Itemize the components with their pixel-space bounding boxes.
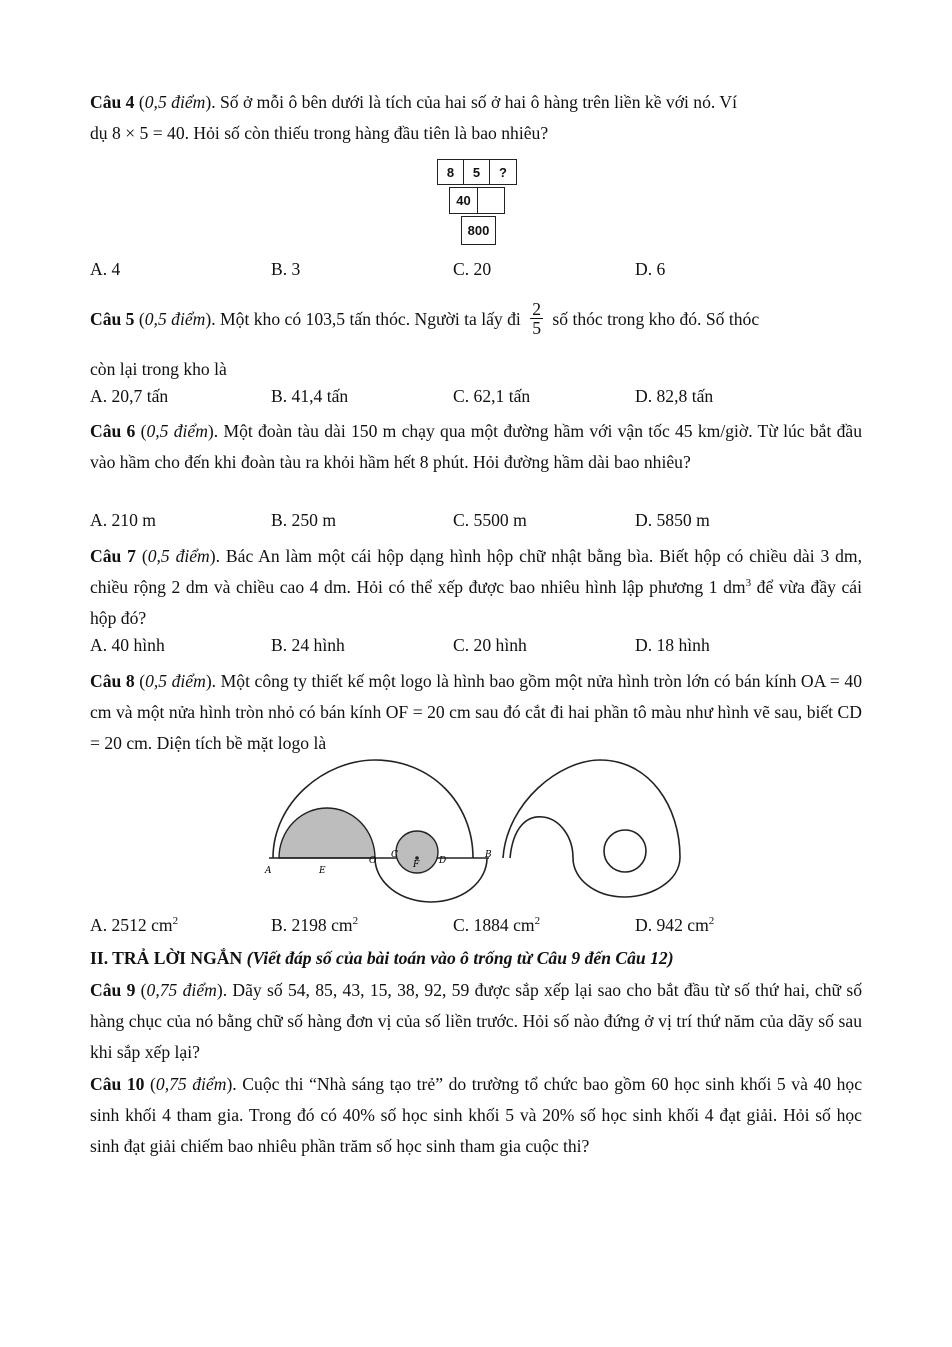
q7-body-end: để vừa đầy cái hộp đó?: [90, 577, 862, 628]
q8-label-d: D: [439, 856, 447, 866]
q4-cell-r2c2: [477, 187, 505, 214]
q8-option-c-text: C. 1884 cm: [453, 915, 535, 935]
q8-option-d-text: D. 942 cm: [635, 915, 709, 935]
q5-option-c[interactable]: C. 62,1 tấn: [453, 386, 531, 406]
q8-option-b[interactable]: [271, 915, 358, 936]
q4-cell-r1c3: ?: [489, 159, 517, 185]
q7-option-b[interactable]: B. 24 hình: [271, 635, 345, 655]
q5-text-after: số thóc trong kho đó. Số thóc: [552, 309, 760, 329]
q4-line1: Số ở mỗi ô bên dưới là tích của hai số ở hai ô hàng trên liền kề với nó. Ví: [220, 92, 737, 112]
q10-label: Câu 10: [90, 1074, 145, 1094]
q4-label: Câu 4: [90, 92, 135, 112]
q8-shaded-half-disc: [279, 808, 375, 858]
q8-points: 0,5 điểm: [145, 671, 206, 691]
q4-line2: dụ 8 × 5 = 40. Hỏi số còn thiếu trong hàng đầu tiên là bao nhiêu?: [90, 123, 549, 143]
q6-option-b[interactable]: B. 250 m: [271, 510, 337, 530]
q8-label-f: F: [413, 860, 420, 870]
q5-fraction: [530, 300, 543, 337]
q5-points: 0,5 điểm: [144, 309, 206, 329]
q5-fraction-denominator: 5: [532, 318, 541, 339]
q8-logo-figures: [255, 757, 695, 907]
q4-option-c[interactable]: C. 20: [453, 259, 492, 279]
q8-label-e: E: [319, 866, 326, 876]
q9-text: Câu 9 (0,75 điểm). Dãy số 54, 85, 43, 15, 38, 92, 59 được sắp xếp lại sao cho bắt đầu từ số thứ hai, chữ số hàng chục của nó bằng chữ số hàng đơn vị của số liền trước. Hỏi số nào đứng ở vị trí thứ năm của dãy số sau khi sắp xếp lại?: [90, 980, 863, 1062]
q9-body: Dãy số 54, 85, 43, 15, 38, 92, 59 được sắp xếp lại sao cho bắt đầu từ số thứ hai, chữ số hàng chục của nó bằng chữ số hàng đơn vị của số liền trước. Hỏi số nào đứng ở vị trí thứ năm của dãy số sau khi sắp xếp lại?: [90, 980, 863, 1062]
q8-text: Câu 8 (0,5 điểm). Một công ty thiết kế một logo là hình bao gồm một nửa hình tròn lớn có bán kính OA = 40 cm và một nửa hình tròn nhỏ có bán kính OF = 20 cm sau đó cắt đi hai phần tô màu như hình vẽ sau, biết CD = 20 cm. Diện tích bề mặt logo là: [90, 671, 862, 753]
q4-option-a[interactable]: A. 4: [90, 259, 121, 279]
q5-option-b[interactable]: B. 41,4 tấn: [271, 386, 349, 406]
section-2-heading: [90, 943, 890, 974]
q8-option-b-sup: 2: [352, 915, 359, 928]
q8-label-b: B: [485, 850, 492, 860]
q4-points: 0,5 điểm: [144, 92, 206, 112]
q5-text-before: Một kho có 103,5 tấn thóc. Người ta lấy đi: [220, 309, 521, 329]
q4-cell-r1c2: 5: [463, 159, 490, 185]
q6-option-c[interactable]: C. 5500 m: [453, 510, 527, 530]
q8-option-a[interactable]: [90, 915, 178, 936]
q7-option-a[interactable]: A. 40 hình: [90, 635, 165, 655]
q5-options: [90, 386, 862, 412]
q8-options: [90, 915, 862, 941]
q5-option-d[interactable]: D. 82,8 tấn: [635, 386, 714, 406]
q7-label: Câu 7: [90, 546, 136, 566]
q6-options: [90, 510, 862, 536]
q7-sup: 3: [745, 577, 752, 590]
q8-option-b-text: B. 2198 cm: [271, 915, 353, 935]
q8-label-o: O: [369, 856, 377, 866]
q7-text: Câu 7 (0,5 điểm). Bác An làm một cái hộp dạng hình hộp chữ nhật bằng bìa. Biết hộp có chiều dài 3 dm, chiều rộng 2 dm và chiều cao 4 dm. Hỏi có thể xếp được bao nhiêu hình lập phương 1 $dm^3$ để vừa đầy cái hộp đó?: [90, 546, 863, 628]
q5-line1: Câu 5 (0,5 điểm). Một kho có 103,5 tấn thóc. Người ta lấy đi $\frac{2}{5}$ số thóc trong kho đó. Số thóc: [90, 299, 760, 339]
q8-label: Câu 8: [90, 671, 135, 691]
q10-points: 0,75 điểm: [155, 1074, 227, 1094]
q8-option-d[interactable]: [635, 915, 714, 936]
q10-body: Cuộc thi “Nhà sáng tạo trẻ” do trường tổ chức bao gồm 60 học sinh khối 5 và 40 học sinh khối 4 tham gia. Trong đó có 40% số học sinh khối 5 và 20% số học sinh khối 4 đạt giải. Hỏi số học sinh đạt giải chiếm bao nhiêu phần trăm số học sinh tham gia cuộc thi?: [90, 1074, 863, 1156]
q7-body: Bác An làm một cái hộp dạng hình hộp chữ nhật bằng bìa. Biết hộp có chiều dài 3 dm, chiều rộng 2 dm và chiều cao 4 dm. Hỏi có thể xếp được bao nhiêu hình lập phương 1 dm: [90, 546, 863, 597]
section-2-subtitle: (Viết đáp số của bài toán vào ô trống từ Câu 9 đến Câu 12): [246, 948, 674, 968]
q7-option-d[interactable]: D. 18 hình: [635, 635, 710, 655]
q7-options: [90, 635, 862, 661]
q4-cell-r1c1: 8: [437, 159, 464, 185]
q9-label: Câu 9: [90, 980, 136, 1000]
q7-points: 0,5 điểm: [147, 546, 210, 566]
q7-option-c[interactable]: C. 20 hình: [453, 635, 527, 655]
q8-label-a: A: [265, 866, 272, 876]
q8-option-c[interactable]: [453, 915, 540, 936]
q4-cell-r3c1: 800: [461, 216, 496, 245]
q5-option-a[interactable]: A. 20,7 tấn: [90, 386, 169, 406]
q8-body: Một công ty thiết kế một logo là hình bao gồm một nửa hình tròn lớn có bán kính OA = 40 cm và một nửa hình tròn nhỏ có bán kính OF = 20 cm sau đó cắt đi hai phần tô màu như hình vẽ sau, biết CD = 20 cm. Diện tích bề mặt logo là: [90, 671, 862, 753]
q6-option-d[interactable]: D. 5850 m: [635, 510, 710, 530]
q4-text: Câu 4 (0,5 điểm). Số ở mỗi ô bên dưới là tích của hai số ở hai ô hàng trên liền kề với nó. Ví dụ 8 × 5 = 40. Hỏi số còn thiếu trong hàng đầu tiên là bao nhiêu?: [90, 92, 737, 143]
q9-points: 0,75 điểm: [146, 980, 217, 1000]
q4-option-b[interactable]: B. 3: [271, 259, 301, 279]
q4-options: [90, 259, 862, 285]
q8-option-c-sup: 2: [534, 915, 541, 928]
q6-points: 0,5 điểm: [146, 421, 208, 441]
q6-option-a[interactable]: A. 210 m: [90, 510, 156, 530]
q5-fraction-numerator: 2: [532, 299, 541, 320]
q6-body: Một đoàn tàu dài 150 m chạy qua một đường hầm với vận tốc 45 km/giờ. Từ lúc bắt đầu vào hầm cho đến khi đoàn tàu ra khỏi hầm hết 8 phút. Hỏi đường hầm dài bao nhiêu?: [90, 421, 862, 472]
q8-option-a-text: A. 2512 cm: [90, 915, 173, 935]
q5-label: Câu 5: [90, 309, 135, 329]
q4-option-d[interactable]: D. 6: [635, 259, 666, 279]
q6-label: Câu 6: [90, 421, 136, 441]
q8-figure-right: [503, 760, 680, 897]
q5-line2: còn lại trong kho là: [90, 359, 227, 379]
q8-label-c: C: [391, 850, 398, 860]
q4-cell-r2c1: 40: [449, 187, 478, 214]
q6-text: Câu 6 (0,5 điểm). Một đoàn tàu dài 150 m chạy qua một đường hầm với vận tốc 45 km/giờ. Từ lúc bắt đầu vào hầm cho đến khi đoàn tàu ra khỏi hầm hết 8 phút. Hỏi đường hầm dài bao nhiêu?: [90, 421, 862, 472]
q8-option-d-sup: 2: [708, 915, 715, 928]
section-2-title: II. TRẢ LỜI NGẮN: [90, 948, 243, 968]
q8-figure-left: [264, 757, 492, 902]
q8-option-a-sup: 2: [172, 915, 179, 928]
q10-text: Câu 10 (0,75 điểm). Cuộc thi “Nhà sáng tạo trẻ” do trường tổ chức bao gồm 60 học sinh khối 5 và 40 học sinh khối 4 tham gia. Trong đó có 40% số học sinh khối 5 và 20% số học sinh khối 4 đạt giải. Hỏi số học sinh đạt giải chiếm bao nhiêu phần trăm số học sinh tham gia cuộc thi?: [90, 1074, 863, 1156]
